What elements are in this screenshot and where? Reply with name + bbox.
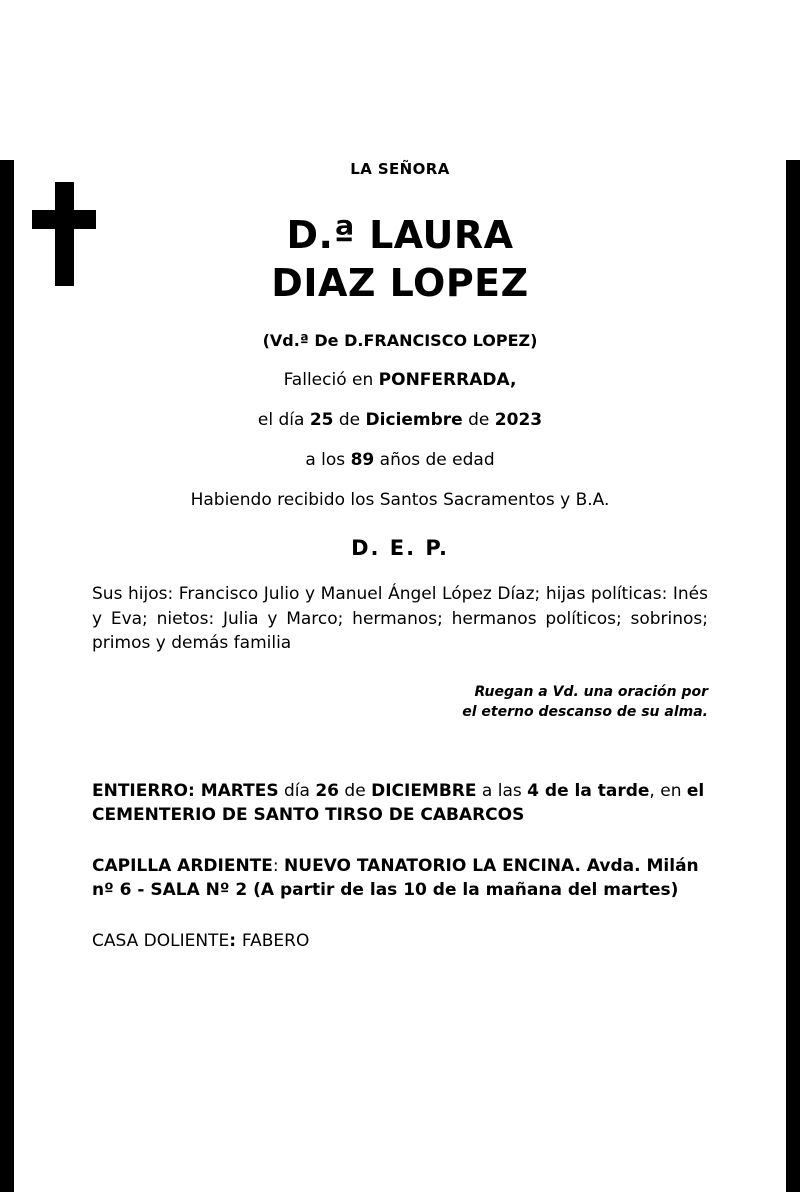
chapel-label: CAPILLA ARDIENTE [92, 855, 273, 876]
burial-place: el CEMENTERIO DE SANTO TIRSO DE CABARCOS [92, 780, 705, 826]
death-place: PONFERRADA, [378, 370, 517, 390]
death-age-prefix: a los [305, 450, 351, 470]
burial-place-prefix: , en [649, 780, 687, 801]
deceased-name-line2: DIAZ LOPEZ [271, 260, 529, 305]
death-age-line [92, 450, 708, 470]
chapel-separator: : [272, 855, 285, 876]
death-day: 25 [309, 410, 334, 430]
obituary-content [14, 160, 786, 1192]
chapel-info [92, 854, 708, 903]
mourning-home-info [92, 929, 708, 954]
burial-info [92, 779, 708, 828]
burial-time-prefix: a las [476, 780, 528, 801]
prayer-request [92, 682, 708, 723]
deceased-name-line1: D.ª LAURA [286, 213, 514, 257]
burial-day-prefix: día [278, 780, 316, 801]
death-age-suffix: años de edad [374, 450, 495, 470]
death-date-suffix: de [462, 410, 495, 430]
cross-horizontal-bar [32, 210, 96, 229]
mourning-home-separator: : [229, 931, 242, 952]
burial-month-prefix: de [339, 780, 372, 801]
death-place-line [92, 370, 708, 390]
obituary-page [0, 160, 800, 1192]
burial-month: DICIEMBRE [371, 780, 477, 801]
death-date-prefix: el día [257, 410, 310, 430]
salutation: LA SEÑORA [350, 160, 450, 178]
mourning-home-value: FABERO [241, 931, 310, 952]
death-date-line [92, 410, 708, 430]
death-month: Diciembre [365, 410, 463, 430]
dep-line: D. E. P. [351, 536, 449, 560]
burial-weekday: MARTES [194, 780, 279, 801]
burial-label: ENTIERRO: [92, 780, 195, 801]
death-year: 2023 [494, 410, 543, 430]
death-age: 89 [350, 450, 375, 470]
widow-of: (Vd.ª De D.FRANCISCO LOPEZ) [262, 331, 538, 350]
burial-time: 4 de la tarde [527, 780, 650, 801]
death-place-prefix: Falleció en [283, 370, 379, 390]
cross-icon [32, 182, 96, 286]
death-date-mid: de [333, 410, 366, 430]
family-list: Sus hijos: Francisco Julio y Manuel Ángel López Díaz; hijas políticas: Inés y Eva; nietos: Julia y Marco; hermanos; hermanos políticos; sobrinos; primos y demás familia [92, 584, 708, 654]
burial-day: 26 [315, 780, 340, 801]
prayer-line1: Ruegan a Vd. una oración por [474, 683, 708, 700]
mourning-home-label: CASA DOLIENTE [92, 931, 230, 952]
sacraments-line: Habiendo recibido los Santos Sacramentos y B.A. [190, 490, 610, 510]
chapel-value: NUEVO TANATORIO LA ENCINA. Avda. Milán nº 6 - SALA Nº 2 (A partir de las 10 de la mañana del martes) [92, 855, 699, 901]
cross-vertical-bar [55, 182, 74, 286]
prayer-line2: el eterno descanso de su alma. [462, 704, 708, 721]
deceased-name [92, 212, 708, 307]
